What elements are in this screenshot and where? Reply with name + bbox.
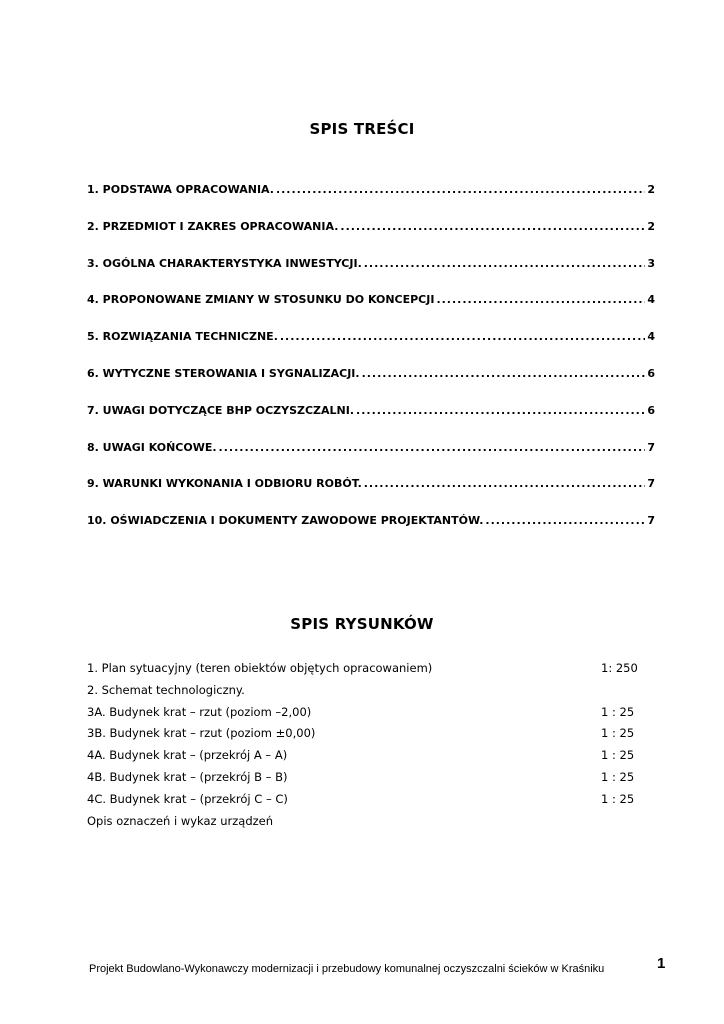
toc-item-page: 7 (647, 477, 655, 491)
toc-leader (356, 404, 645, 417)
toc-item[interactable] (87, 404, 655, 441)
figure-label: 4B. Budynek krat – (przekrój B – B) (87, 769, 288, 784)
toc-item[interactable] (87, 477, 655, 514)
figure-scale: 1 : 25 (601, 704, 635, 719)
toc-item-page: 7 (647, 440, 655, 454)
figure-item (87, 683, 647, 705)
toc-item[interactable] (87, 441, 655, 478)
figure-label: 3A. Budynek krat – rzut (poziom –2,00) (87, 704, 312, 719)
figure-label: Opis oznaczeń i wykaz urządzeń (87, 813, 274, 828)
toc-item-label: 7. UWAGI DOTYCZĄCE BHP OCZYSZCZALNI. (87, 403, 355, 417)
toc-item[interactable] (87, 220, 655, 257)
toc-item[interactable] (87, 293, 655, 330)
figure-item (87, 661, 647, 683)
toc-title: SPIS TREŚCI (309, 120, 415, 138)
toc-item[interactable] (87, 257, 655, 294)
figure-label: 2. Schemat technologiczny. (87, 682, 245, 697)
figure-item (87, 726, 647, 748)
toc-leader (340, 220, 645, 233)
figure-item (87, 814, 647, 836)
figure-item (87, 770, 647, 792)
toc-item-page: 3 (647, 256, 655, 270)
toc-item-page: 6 (647, 366, 655, 380)
toc-item-page: 4 (647, 330, 655, 344)
toc-item[interactable] (87, 514, 655, 551)
figure-label: 4C. Budynek krat – (przekrój C – C) (87, 791, 288, 806)
toc-item-label: 2. PRZEDMIOT I ZAKRES OPRACOWANIA. (87, 219, 339, 233)
figures-title: SPIS RYSUNKÓW (290, 615, 434, 633)
toc-item-page: 4 (647, 293, 655, 307)
toc-item-label: 5. ROZWIĄZANIA TECHNICZNE. (87, 330, 278, 344)
figure-scale: 1: 250 (601, 661, 638, 675)
figure-label: 3B. Budynek krat – rzut (poziom ±0,00) (87, 726, 316, 741)
page-number: 1 (657, 955, 666, 972)
toc-item-label: 6. WYTYCZNE STEROWANIA I SYGNALIZACJI. (87, 366, 360, 380)
toc-leader (436, 293, 645, 306)
figure-label: 4A. Budynek krat – (przekrój A – A) (87, 748, 288, 763)
toc-item-label: 10. OŚWIADCZENIA I DOKUMENTY ZAWODOWE PROJEKTANTÓW. (87, 514, 484, 528)
toc-item[interactable] (87, 183, 655, 220)
toc-item-page: 6 (647, 403, 655, 417)
toc-item-label: 9. WARUNKI WYKONANIA I ODBIORU ROBÓT. (87, 477, 362, 491)
toc-item-label: 3. OGÓLNA CHARAKTERYSTYKA INWESTYCJI. (87, 256, 362, 270)
toc-leader (280, 330, 645, 343)
toc-item[interactable] (87, 367, 655, 404)
figure-item (87, 748, 647, 770)
figure-scale: 1 : 25 (601, 791, 635, 806)
toc-leader (276, 183, 645, 196)
toc-leader (362, 367, 646, 380)
toc-leader (364, 257, 646, 270)
toc-list (87, 183, 655, 551)
toc-leader (364, 477, 646, 490)
toc-leader (485, 514, 645, 527)
toc-item-label: 1. PODSTAWA OPRACOWANIA. (87, 183, 274, 196)
figure-scale: 1 : 25 (601, 769, 635, 784)
page-footer: Projekt Budowlano-Wykonawczy modernizacji i przebudowy komunalnej oczyszczalni ścieków w Kraśniku (89, 963, 605, 975)
figure-scale: 1 : 25 (601, 748, 635, 763)
figure-item (87, 705, 647, 727)
figure-scale (601, 683, 647, 705)
figure-scale: 1 : 25 (601, 726, 635, 741)
toc-item[interactable] (87, 330, 655, 367)
toc-item-label: 8. UWAGI KOŃCOWE. (87, 440, 217, 454)
figures-list (87, 661, 647, 835)
figure-scale (601, 814, 647, 836)
toc-leader (219, 441, 646, 454)
toc-item-page: 2 (647, 183, 655, 196)
toc-item-label: 4. PROPONOWANE ZMIANY W STOSUNKU DO KONCEPCJI (87, 293, 435, 307)
figure-item (87, 792, 647, 814)
figure-label: 1. Plan sytuacyjny (teren obiektów objętych opracowaniem) (87, 661, 433, 675)
toc-item-page: 7 (647, 514, 655, 528)
toc-item-page: 2 (647, 219, 655, 233)
